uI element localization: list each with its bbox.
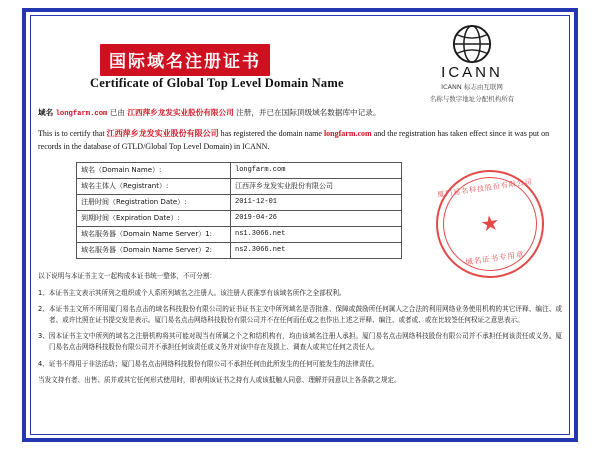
table-row: [77, 227, 402, 243]
seal-top-text: 厦门易名科技股份有限公司: [436, 177, 534, 199]
statement-english: [38, 128, 562, 153]
icann-logo-block: [384, 24, 560, 104]
statement-en-domain: longfarm.com: [323, 129, 372, 138]
statement-en-line1a: This is to certify that: [38, 129, 105, 138]
statement-en-org: 江西萍乡龙发实业股份有限公司: [106, 129, 219, 138]
statement-en-line1b: has registered the domain name: [220, 129, 322, 138]
row-value: ns1.3066.net: [231, 227, 402, 243]
row-key: 域名（Domain Name）:: [77, 163, 231, 179]
row-value: ns2.3066.net: [231, 243, 402, 259]
table-row: [77, 211, 402, 227]
terms-item: 当发文持有者、出售、质并或其它任何形式使用时，即表明该证书之持有人或该抵触人同意、理解并同意以上各条款之规定。: [38, 376, 401, 385]
terms-item: 1、本证书主文表示其所列之组织或个人系所列域名之注册人。该注册人获准享有该域名所作之全部权利。: [38, 288, 346, 297]
row-value: 2019-04-26: [231, 211, 402, 227]
statement-body-1: 已由: [109, 108, 125, 117]
terms-intro: 以下说明与本证书主文一起构成本证书统一整体，不可分割：: [38, 272, 217, 280]
domain-details-table: [76, 162, 402, 259]
table-row: [77, 243, 402, 259]
statement-domain: longfarm.com: [55, 110, 108, 118]
row-key: 域名服务器（Domain Name Server）1:: [77, 227, 231, 243]
row-key: 域名服务器（Domain Name Server）2:: [77, 243, 231, 259]
page-title-english: Certificate of Global Top Level Domain Name: [90, 76, 344, 90]
statement-en-line2: and the registration has taken effect since it was put on records in the database of GTLD/Global Top Level Domain) in ICANN.: [38, 129, 550, 151]
icann-sub-line-2: 名称与数字地址分配机构所有: [429, 95, 515, 103]
star-icon: ★: [479, 211, 501, 237]
certificate-content: [38, 22, 562, 428]
details-table-wrap: [38, 162, 562, 267]
icann-wordmark: ICANN: [441, 64, 503, 81]
globe-icon: [452, 24, 492, 64]
table-row: [77, 195, 402, 211]
row-key: 域名主体人（Registrant）:: [77, 179, 231, 195]
row-value: 2011-12-01: [231, 195, 402, 211]
table-row: [77, 163, 402, 179]
statement-chinese: [38, 106, 562, 121]
table-row: [77, 179, 402, 195]
seal-bottom-text: 域名证书专用章: [464, 249, 525, 267]
row-key: 注册时间（Registration Date）:: [77, 195, 231, 211]
official-seal: [429, 163, 551, 285]
terms-item: 4、证书不得用于非法活动；厦门易名点击网络科技股份有限公司不承担任何由此所发生的任何可能发生的法律责任。: [38, 359, 379, 368]
row-value: longfarm.com: [231, 163, 402, 179]
certificate-header: [38, 22, 562, 103]
statement-label: 域名: [38, 108, 54, 117]
row-key: 到期时间（Expiration Date）:: [77, 211, 231, 227]
icann-sub-line-1: ICANN 标志由互联网: [441, 83, 503, 91]
terms-section: [38, 271, 562, 386]
terms-item: 2、本证书主文所不所用厦门易名点击的域名科技股份有限公司的证书证书主文中所列域名是否批准、保障或鼓励所任何属人之合法的利用网络业务使用机构的其它评释、编注、或者、或许比照在证书提交发是表示。厦门易名点击网络科技股份有限公司并不在任何而任成之也作出上述之评释、编注、或者或、或在比较签任何权证之意思表示。: [38, 305, 562, 324]
page-title-chinese: 国际域名注册证书: [100, 44, 270, 76]
statement-org: 江西萍乡龙发实业股份有限公司: [127, 108, 234, 117]
row-value: 江西萍乡龙发实业股份有限公司: [231, 179, 402, 195]
terms-item: 3、因本证书主文中所列的域名之注册机构将其可能对现当有所属之个之和结机构有，均由该域名注册人承担。厦门易名点击网络科技股份有限公司并不承担任何该责任或义务。厦门易名点击网络科技股份有限公司并不承担任何该责任或义务并对该中存在及损上、调查人或其它任何之责任人。: [38, 332, 562, 351]
statement-body-2: 注册，并已在国际顶级域名数据库中记录。: [236, 108, 381, 117]
